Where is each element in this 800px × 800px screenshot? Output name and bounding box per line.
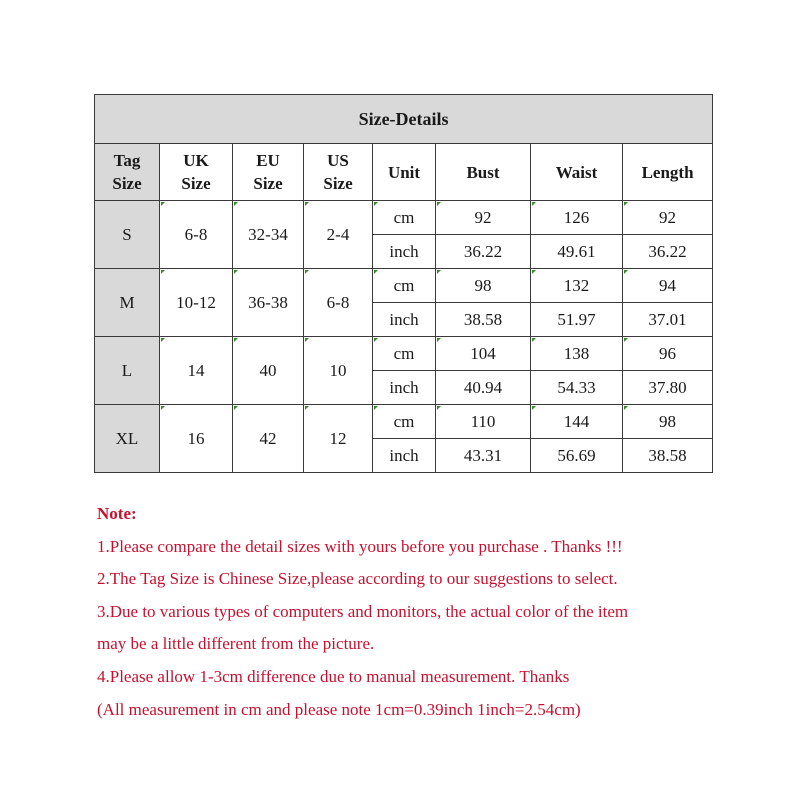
length-cell: 37.01	[623, 303, 713, 337]
waist-cell: 132	[531, 269, 623, 303]
table-row	[95, 201, 713, 235]
waist-cell: 56.69	[531, 439, 623, 473]
unit-cell: cm	[373, 269, 436, 303]
uk-size-cell: 6-8	[160, 201, 233, 269]
uk-size-cell: 16	[160, 405, 233, 473]
header-tag-size: Tag Size	[95, 144, 160, 201]
table-row	[95, 269, 713, 303]
note-line: 2.The Tag Size is Chinese Size,please according to our suggestions to select.	[97, 569, 618, 589]
length-cell: 38.58	[623, 439, 713, 473]
eu-size-cell: 42	[233, 405, 304, 473]
uk-size-cell: 14	[160, 337, 233, 405]
us-size-cell: 12	[304, 405, 373, 473]
notes-section	[97, 498, 777, 726]
waist-cell: 49.61	[531, 235, 623, 269]
waist-cell: 51.97	[531, 303, 623, 337]
eu-size-cell: 32-34	[233, 201, 304, 269]
tag-size-cell: M	[95, 269, 160, 337]
bust-cell: 92	[436, 201, 531, 235]
bust-cell: 43.31	[436, 439, 531, 473]
header-row	[95, 144, 713, 201]
length-cell: 94	[623, 269, 713, 303]
note-line: 3.Due to various types of computers and monitors, the actual color of the item	[97, 601, 629, 621]
unit-cell: inch	[373, 439, 436, 473]
header-bust: Bust	[436, 144, 531, 201]
waist-cell: 54.33	[531, 371, 623, 405]
header-eu-size: EU Size	[233, 144, 304, 201]
waist-cell: 126	[531, 201, 623, 235]
length-cell: 36.22	[623, 235, 713, 269]
tag-size-cell: S	[95, 201, 160, 269]
notes-title: Note:	[97, 504, 137, 523]
waist-cell: 144	[531, 405, 623, 439]
note-line: (All measurement in cm and please note 1cm=0.39inch 1inch=2.54cm)	[97, 699, 581, 719]
length-cell: 98	[623, 405, 713, 439]
length-cell: 96	[623, 337, 713, 371]
us-size-cell: 2-4	[304, 201, 373, 269]
note-line: 1.Please compare the detail sizes with yours before you purchase . Thanks !!!	[97, 536, 623, 556]
length-cell: 37.80	[623, 371, 713, 405]
unit-cell: cm	[373, 405, 436, 439]
uk-size-cell: 10-12	[160, 269, 233, 337]
note-line: may be a little different from the picture.	[97, 634, 375, 654]
bust-cell: 40.94	[436, 371, 531, 405]
note-line: 4.Please allow 1-3cm difference due to manual measurement. Thanks	[97, 666, 570, 686]
bust-cell: 38.58	[436, 303, 531, 337]
header-length: Length	[623, 144, 713, 201]
unit-cell: inch	[373, 235, 436, 269]
unit-cell: cm	[373, 201, 436, 235]
eu-size-cell: 36-38	[233, 269, 304, 337]
eu-size-cell: 40	[233, 337, 304, 405]
table-row	[95, 337, 713, 371]
bust-cell: 104	[436, 337, 531, 371]
bust-cell: 98	[436, 269, 531, 303]
table-title: Size-Details	[95, 95, 713, 144]
unit-cell: inch	[373, 303, 436, 337]
unit-cell: inch	[373, 371, 436, 405]
tag-size-cell: XL	[95, 405, 160, 473]
unit-cell: cm	[373, 337, 436, 371]
tag-size-cell: L	[95, 337, 160, 405]
header-uk-size: UK Size	[160, 144, 233, 201]
waist-cell: 138	[531, 337, 623, 371]
size-details-table	[94, 94, 713, 473]
us-size-cell: 10	[304, 337, 373, 405]
length-cell: 92	[623, 201, 713, 235]
bust-cell: 110	[436, 405, 531, 439]
header-unit: Unit	[373, 144, 436, 201]
bust-cell: 36.22	[436, 235, 531, 269]
table-row	[95, 405, 713, 439]
header-us-size: US Size	[304, 144, 373, 201]
header-waist: Waist	[531, 144, 623, 201]
us-size-cell: 6-8	[304, 269, 373, 337]
